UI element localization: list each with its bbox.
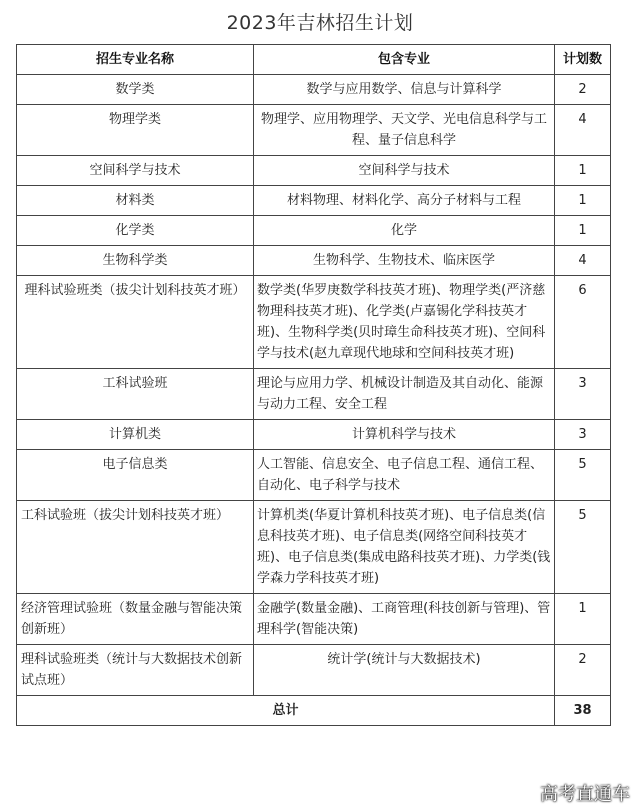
plan-count: 2 bbox=[555, 645, 611, 696]
plan-count: 4 bbox=[555, 246, 611, 276]
included-majors: 人工智能、信息安全、电子信息工程、通信工程、自动化、电子科学与技术 bbox=[254, 450, 555, 501]
included-majors: 化学 bbox=[254, 216, 555, 246]
table-row bbox=[17, 276, 611, 369]
page-title: 2023年吉林招生计划 bbox=[226, 12, 414, 34]
program-name: 生物科学类 bbox=[17, 246, 254, 276]
included-majors: 数学类(华罗庚数学科技英才班)、物理学类(严济慈物理科技英才班)、化学类(卢嘉锡化学科技英才班)、生物科学类(贝时璋生命科技英才班)、空间科学与技术(赵九章现代地球和空间科技英才班) bbox=[254, 276, 555, 369]
program-name: 工科试验班（拔尖计划科技英才班） bbox=[17, 501, 254, 594]
enrollment-plan-table bbox=[16, 44, 611, 726]
included-majors: 计算机类(华夏计算机科技英才班)、电子信息类(信息科技英才班)、电子信息类(网络空间科技英才班)、电子信息类(集成电路科技英才班)、力学类(钱学森力学科技英才班) bbox=[254, 501, 555, 594]
included-majors: 数学与应用数学、信息与计算科学 bbox=[254, 75, 555, 105]
table-row bbox=[17, 75, 611, 105]
program-name: 空间科学与技术 bbox=[17, 156, 254, 186]
plan-count: 5 bbox=[555, 501, 611, 594]
table-row bbox=[17, 501, 611, 594]
program-name: 经济管理试验班（数量金融与智能决策创新班） bbox=[17, 594, 254, 645]
program-name: 物理学类 bbox=[17, 105, 254, 156]
table-row bbox=[17, 156, 611, 186]
included-majors: 空间科学与技术 bbox=[254, 156, 555, 186]
table-row bbox=[17, 216, 611, 246]
included-majors: 计算机科学与技术 bbox=[254, 420, 555, 450]
program-name: 理科试验班类（统计与大数据技术创新试点班） bbox=[17, 645, 254, 696]
program-name: 数学类 bbox=[17, 75, 254, 105]
program-name: 计算机类 bbox=[17, 420, 254, 450]
plan-count: 3 bbox=[555, 420, 611, 450]
plan-count: 1 bbox=[555, 186, 611, 216]
table-row bbox=[17, 450, 611, 501]
included-majors: 物理学、应用物理学、天文学、光电信息科学与工程、量子信息科学 bbox=[254, 105, 555, 156]
table-row bbox=[17, 594, 611, 645]
total-value: 38 bbox=[555, 696, 611, 726]
included-majors: 材料物理、材料化学、高分子材料与工程 bbox=[254, 186, 555, 216]
plan-count: 5 bbox=[555, 450, 611, 501]
plan-count: 2 bbox=[555, 75, 611, 105]
included-majors: 生物科学、生物技术、临床医学 bbox=[254, 246, 555, 276]
table-row bbox=[17, 186, 611, 216]
plan-count: 1 bbox=[555, 594, 611, 645]
program-name: 化学类 bbox=[17, 216, 254, 246]
included-majors: 金融学(数量金融)、工商管理(科技创新与管理)、管理科学(智能决策) bbox=[254, 594, 555, 645]
plan-count: 3 bbox=[555, 369, 611, 420]
table-row bbox=[17, 420, 611, 450]
plan-count: 1 bbox=[555, 156, 611, 186]
plan-count: 1 bbox=[555, 216, 611, 246]
included-majors: 统计学(统计与大数据技术) bbox=[254, 645, 555, 696]
plan-count: 6 bbox=[555, 276, 611, 369]
table-row bbox=[17, 105, 611, 156]
table-row bbox=[17, 246, 611, 276]
plan-count: 4 bbox=[555, 105, 611, 156]
included-majors: 理论与应用力学、机械设计制造及其自动化、能源与动力工程、安全工程 bbox=[254, 369, 555, 420]
header-included-majors: 包含专业 bbox=[254, 45, 555, 75]
table-row bbox=[17, 645, 611, 696]
header-plan-count: 计划数 bbox=[555, 45, 611, 75]
watermark-text: 高考直通车 bbox=[540, 784, 630, 805]
total-label: 总计 bbox=[17, 696, 555, 726]
program-name: 工科试验班 bbox=[17, 369, 254, 420]
program-name: 电子信息类 bbox=[17, 450, 254, 501]
program-name: 材料类 bbox=[17, 186, 254, 216]
program-name: 理科试验班类（拔尖计划科技英才班） bbox=[17, 276, 254, 369]
header-program-name: 招生专业名称 bbox=[17, 45, 254, 75]
table-row bbox=[17, 369, 611, 420]
table-header-row bbox=[17, 45, 611, 75]
total-row bbox=[17, 696, 611, 726]
